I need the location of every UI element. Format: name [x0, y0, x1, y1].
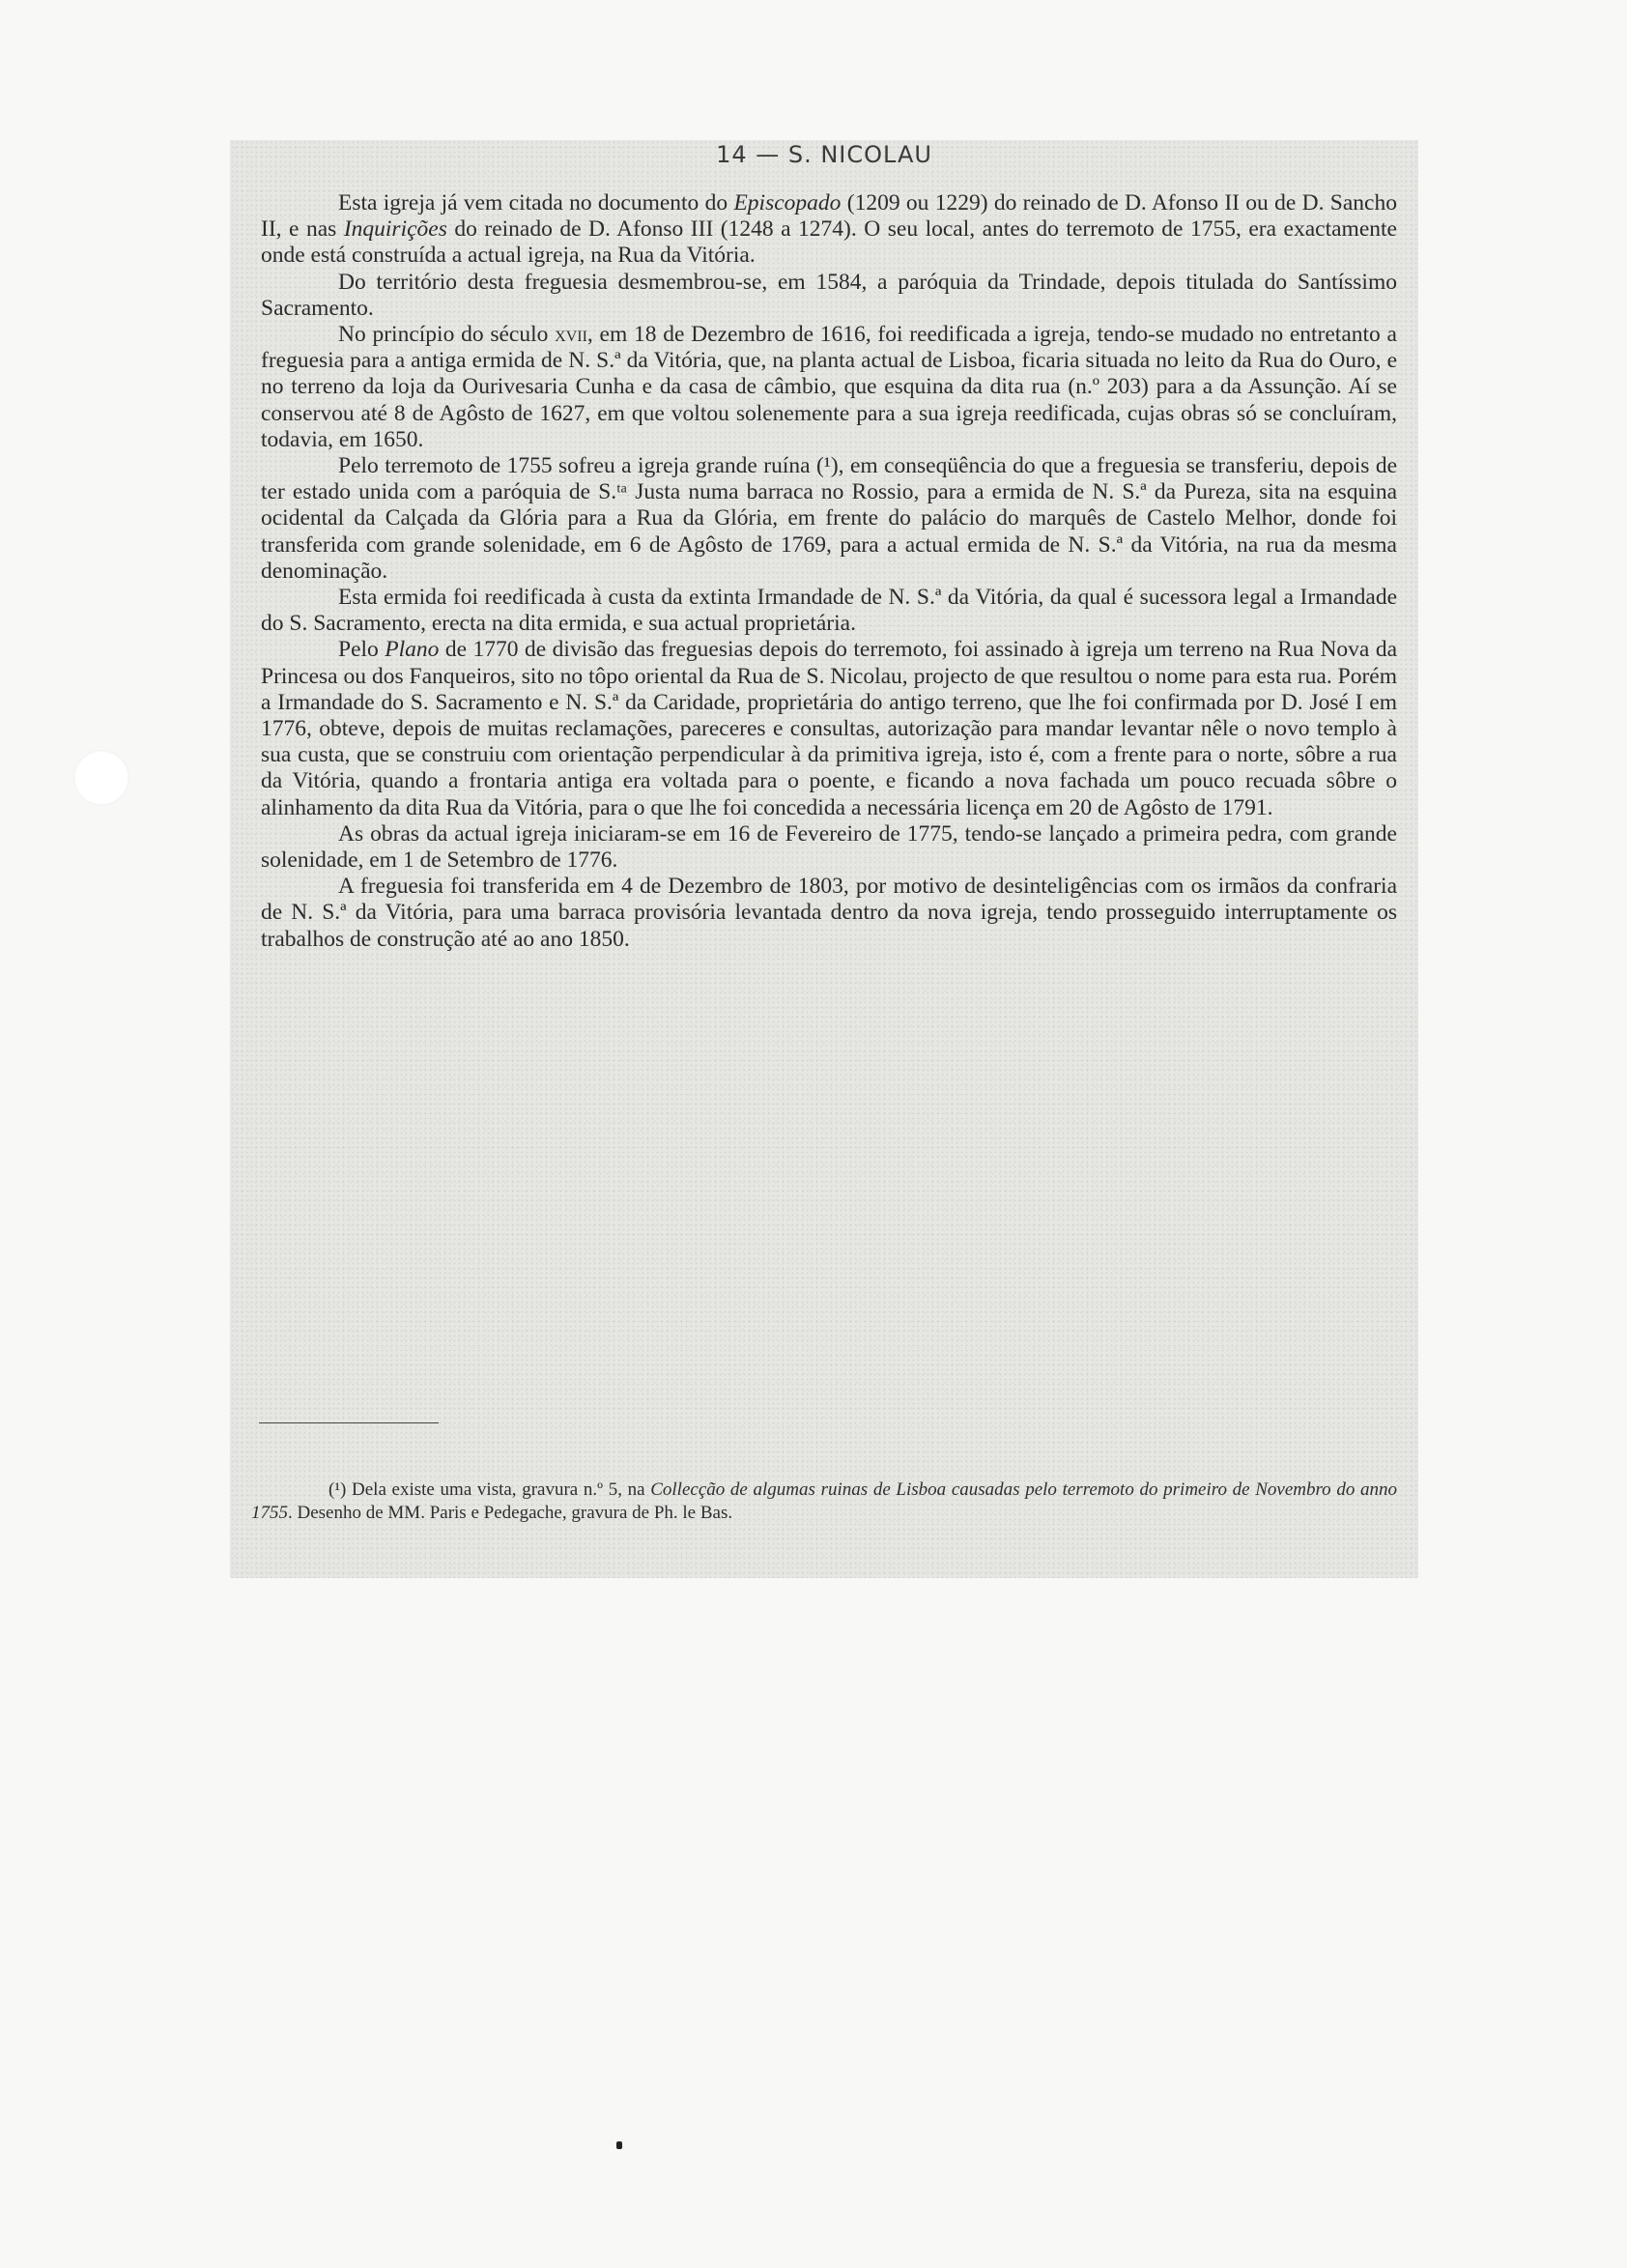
- text-run: de 1770 de divisão das freguesias depois do terremoto, foi assinado à igreja um terreno na Rua Nova da Princesa ou dos Fanqueiros, sito no tôpo oriental da Rua de S. Nicolau, projecto de que resultou o nome para esta rua. Porém a Irmandade do S. Sacramento e N. S.ª da Caridade, proprietária do antigo terreno, que lhe foi confirmada por D. José I em 1776, obteve, depois de muitas reclamações, pareceres e consultas, autorização para mandar levantar nêle o novo templo à sua custa, que se construiu com orientação perpendicular à da primitiva igreja, isto é, com a frente para o norte, sôbre a rua da Vitória, quando a frontaria antiga era voltada para o poente, e ficando a nova fachada um pouco recuada sôbre o alinhamento da dita Rua da Vitória, para o que lhe foi concedida a necessária licença em 20 de Agôsto de 1791.: [261, 637, 1398, 820]
- italic-text: Plano: [385, 637, 440, 663]
- paragraph: [261, 322, 1397, 453]
- paragraph: [261, 821, 1397, 874]
- text-run: (1209 ou 1229) do reinado de D. Afonso II ou de D. Sancho II, e nas: [261, 190, 1397, 243]
- text-run: (¹) Dela existe uma vista, gravura n.º 5, na: [328, 1479, 651, 1500]
- paragraph: [261, 270, 1397, 322]
- text-run: Pelo: [338, 637, 385, 663]
- body-text: [261, 190, 1397, 953]
- text-run: Esta ermida foi reedificada à custa da extinta Irmandade de N. S.ª da Vitória, da qual é sucessora legal a Irmandade do S. Sacramento, erecta na dita ermida, e sua actual proprietária.: [261, 585, 1397, 637]
- text-run: Esta igreja já vem citada no documento do: [338, 190, 734, 215]
- text-run: . Desenho de MM. Paris e Pedegache, gravura de Ph. le Bas.: [288, 1503, 733, 1523]
- text-run: Do território desta freguesia desmembrou-se, em 1584, a paróquia da Trindade, depois titulada do Santíssimo Sacramento.: [261, 269, 1397, 321]
- text-run: do reinado de D. Afonso III (1248 a 1274). O seu local, antes do terremoto de 1755, era exactamente onde está construída a actual igreja, na Rua da Vitória.: [261, 216, 1397, 269]
- italic-text: Inquirições: [343, 216, 447, 243]
- running-head: 14 — S. NICOLAU: [716, 141, 932, 168]
- small-caps-text: xvii: [555, 322, 587, 348]
- text-run: A freguesia foi transferida em 4 de Dezembro de 1803, por motivo de desinteligências com os irmãos da confraria de N. S.ª da Vitória, para uma barraca provisória levantada dentro da nova igreja, tendo prosseguido interruptamente os trabalhos de construção até ao ano 1850.: [261, 874, 1397, 952]
- paragraph: [261, 585, 1397, 637]
- paragraph: [261, 637, 1397, 820]
- text-run: No princípio do século: [338, 322, 556, 348]
- scan-corner-mark: [64, 43, 131, 56]
- paragraph: [261, 453, 1397, 585]
- italic-text: Collecção de algumas ruinas de Lisboa causadas pelo terremoto do primeiro de Novembro do anno 1755: [251, 1479, 1397, 1523]
- text-run: , em 18 de Dezembro de 1616, foi reedificada a igreja, tendo-se mudado no entretanto a freguesia para a antiga ermida de N. S.ª da Vitória, que, na planta actual de Lisboa, ficaria situada no leito da Rua do Ouro, e no terreno da loja da Ourivesaria Cunha e da casa de câmbio, que esquina da dita rua (n.º 203) para a da Assunção. Aí se conservou até 8 de Agôsto de 1627, em que voltou solenemente para a sua igreja reedificada, cujas obras só se concluíram, todavia, em 1650.: [261, 322, 1397, 452]
- punch-hole: [73, 750, 129, 806]
- text-run: Pelo terremoto de 1755 sofreu a igreja grande ruína (¹), em conseqüência do que a freguesia se transferiu, depois de ter estado unida com a paróquia de S.ᵗᵃ Justa numa barraca no Rossio, para a ermida de N. S.ª da Pureza, sita na esquina ocidental da Calçada da Glória para a Rua da Glória, em frente do palácio do marquês de Castelo Melhor, donde foi transferida com grande solenidade, em 6 de Agôsto de 1769, para a actual ermida de N. S.ª da Vitória, na rua da mesma denominação.: [261, 453, 1397, 584]
- text-run: As obras da actual igreja iniciaram-se em 16 de Fevereiro de 1775, tendo-se lançado a primeira pedra, com grande solenidade, em 1 de Setembro de 1776.: [261, 820, 1397, 874]
- page-mark: [616, 2141, 622, 2149]
- footnote: [251, 1479, 1397, 1525]
- paragraph: [261, 874, 1397, 953]
- paragraph: [261, 190, 1397, 270]
- printed-text-block: [230, 140, 1418, 1578]
- footnote-divider: [259, 1422, 439, 1423]
- italic-text: Episcopado: [733, 190, 842, 215]
